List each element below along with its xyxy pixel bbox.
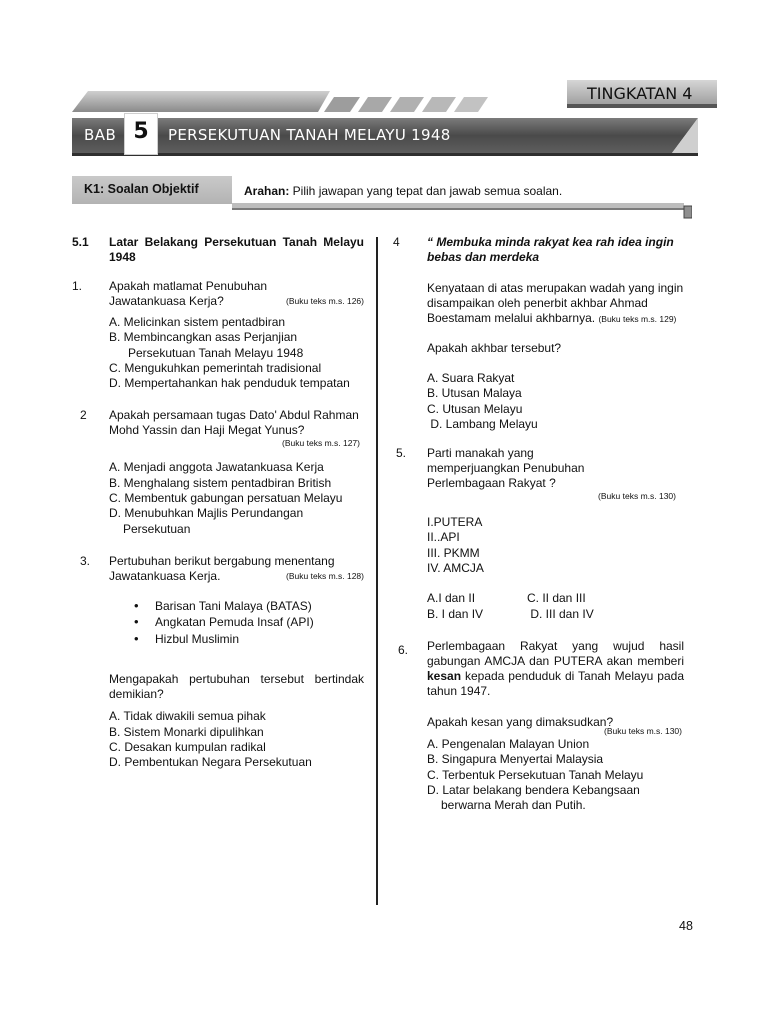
option-c[interactable]: C. Desakan kumpulan radikal	[109, 740, 266, 755]
emphasis: kesan	[427, 668, 462, 683]
question-number: 6.	[398, 642, 409, 657]
option-a[interactable]: A. Tidak diwakili semua pihak	[109, 709, 266, 724]
question-text: Apakah persamaan tugas Dato' Abdul Rahman Mohd Yassin dan Haji Megat Yunus?	[109, 408, 359, 438]
question-5	[390, 446, 684, 622]
option-d[interactable]: D. Pembentukan Negara Persekutuan	[109, 755, 312, 770]
topic-heading	[72, 235, 364, 265]
option-b[interactable]: B. Singapura Menyertai Malaysia	[427, 752, 604, 767]
textbook-ref: (Buku teks m.s. 126)	[286, 296, 364, 306]
list-item: • Angkatan Pemuda Insaf (API)	[134, 614, 364, 631]
option-d[interactable]: D. Menubuhkan Majlis Perundangan	[109, 506, 304, 521]
textbook-ref: (Buku teks m.s. 128)	[286, 570, 364, 581]
option-b[interactable]: B. I dan IV	[427, 606, 484, 621]
option-a[interactable]: A. Melicinkan sistem pentadbiran	[109, 315, 286, 329]
option-b[interactable]: B. Menghalang sistem pentadbiran British	[109, 475, 332, 490]
question-text: Parti manakah yang memperjuangkan Penubuhan Perlembagaan Rakyat ?	[427, 446, 585, 491]
option-c[interactable]: C. Utusan Melayu	[427, 401, 523, 416]
option-c[interactable]: C. Membentuk gabungan persatuan Melayu	[109, 491, 343, 506]
textbook-ref: (Buku teks m.s. 130)	[604, 725, 682, 736]
question-1	[72, 279, 364, 391]
list-item: • Hizbul Muslimin	[134, 631, 364, 648]
textbook-ref: (Buku teks m.s. 129)	[598, 314, 677, 324]
question-text-line-2: Jawatankuasa Kerja. (Buku teks m.s. 128)	[109, 568, 364, 583]
option-b-continued: Persekutuan Tanah Melayu 1948	[128, 345, 304, 360]
option-d-continued: Persekutuan	[123, 521, 191, 536]
option-d[interactable]: D. Latar belakang bendera Kebangsaan	[427, 782, 640, 797]
party-list	[427, 515, 684, 576]
option-a[interactable]: A. Pengenalan Malayan Union	[427, 736, 590, 751]
list-item: II..API	[427, 530, 460, 545]
form-level-label: TINGKATAN 4	[567, 80, 717, 106]
option-d[interactable]: D. III dan IV	[527, 606, 594, 621]
chapter-label: BAB	[84, 126, 117, 144]
option-b[interactable]: B. Membincangkan asas Perjanjian	[109, 330, 298, 345]
left-column	[72, 235, 364, 771]
question-number: 5.	[396, 446, 407, 461]
option-d-continued: berwarna Merah dan Putih.	[441, 798, 586, 813]
page-number: 48	[679, 919, 693, 933]
option-b[interactable]: B. Utusan Malaya	[427, 386, 522, 401]
quote: “ Membuka minda rakyat kea rah idea ingin bebas dan merdeka	[427, 235, 674, 264]
question-prompt: Apakah akhbar tersebut?	[427, 341, 562, 355]
question-text: Kenyataan di atas merupakan wadah yang ingin disampaikan oleh penerbit akhbar Ahmad Boestamam melalui akhbarnya. (Buku teks m.s. 129)	[427, 281, 684, 325]
question-number: 2	[80, 408, 87, 423]
question-prompt: Mengapakah pertubuhan tersebut bertindak demikian?	[109, 672, 364, 702]
question-4	[390, 235, 684, 432]
column-divider	[376, 237, 378, 905]
option-a[interactable]: A. Menjadi anggota Jawatankuasa Kerja	[109, 460, 324, 475]
question-2	[72, 408, 364, 536]
topic-title: Latar Belakang Persekutuan Tanah Melayu 1948	[109, 235, 364, 264]
question-number: 4	[393, 235, 400, 249]
option-a[interactable]: A.I dan II	[427, 591, 476, 606]
question-prompt: Apakah kesan yang dimaksudkan?	[427, 714, 614, 729]
question-number: 1.	[72, 279, 83, 293]
topic-number: 5.1	[72, 235, 89, 249]
instruction	[244, 184, 562, 198]
chapter-title: PERSEKUTUAN TANAH MELAYU 1948	[168, 126, 451, 144]
option-a[interactable]: A. Suara Rakyat	[427, 371, 515, 385]
option-d[interactable]: D. Lambang Melayu	[427, 416, 538, 431]
question-number: 3.	[80, 553, 91, 568]
option-d[interactable]: D. Mempertahankan hak penduduk tempatan	[109, 376, 350, 391]
textbook-ref: (Buku teks m.s. 127)	[282, 438, 360, 449]
chapter-number: 5	[124, 113, 158, 155]
form-level-underline	[567, 104, 717, 108]
question-3	[72, 554, 364, 771]
list-item: IV. AMCJA	[427, 561, 484, 576]
section-label: K1: Soalan Objektif	[72, 176, 232, 204]
option-c[interactable]: C. II dan III	[527, 591, 586, 606]
instruction-text: Pilih jawapan yang tepat dan jawab semua soalan.	[289, 184, 563, 198]
list-item: I.PUTERA	[427, 515, 483, 530]
option-c[interactable]: C. Terbentuk Persekutuan Tanah Melayu	[427, 767, 644, 782]
question-text: Apakah matlamat Penubuhan Jawatankuasa Kerja? (Buku teks m.s. 126)	[109, 279, 364, 308]
question-text: Perlembagaan Rakyat yang wujud hasil gabungan AMCJA dan PUTERA akan memberi kesan kepada penduduk di Tanah Melayu pada tahun 1947.	[427, 638, 684, 698]
option-b[interactable]: B. Sistem Monarki dipulihkan	[109, 724, 264, 739]
question-6	[390, 639, 684, 813]
right-column	[390, 235, 684, 813]
option-c[interactable]: C. Mengukuhkan pemerintah tradisional	[109, 360, 322, 375]
list-item: III. PKMM	[427, 545, 480, 560]
textbook-ref: (Buku teks m.s. 130)	[598, 491, 676, 502]
list-item: • Barisan Tani Malaya (BATAS)	[134, 598, 364, 615]
instruction-label: Arahan:	[244, 184, 290, 198]
question-text-line-1: Pertubuhan berikut bergabung menentang	[109, 553, 335, 568]
answer-options	[427, 591, 684, 622]
organisation-list	[134, 598, 364, 648]
